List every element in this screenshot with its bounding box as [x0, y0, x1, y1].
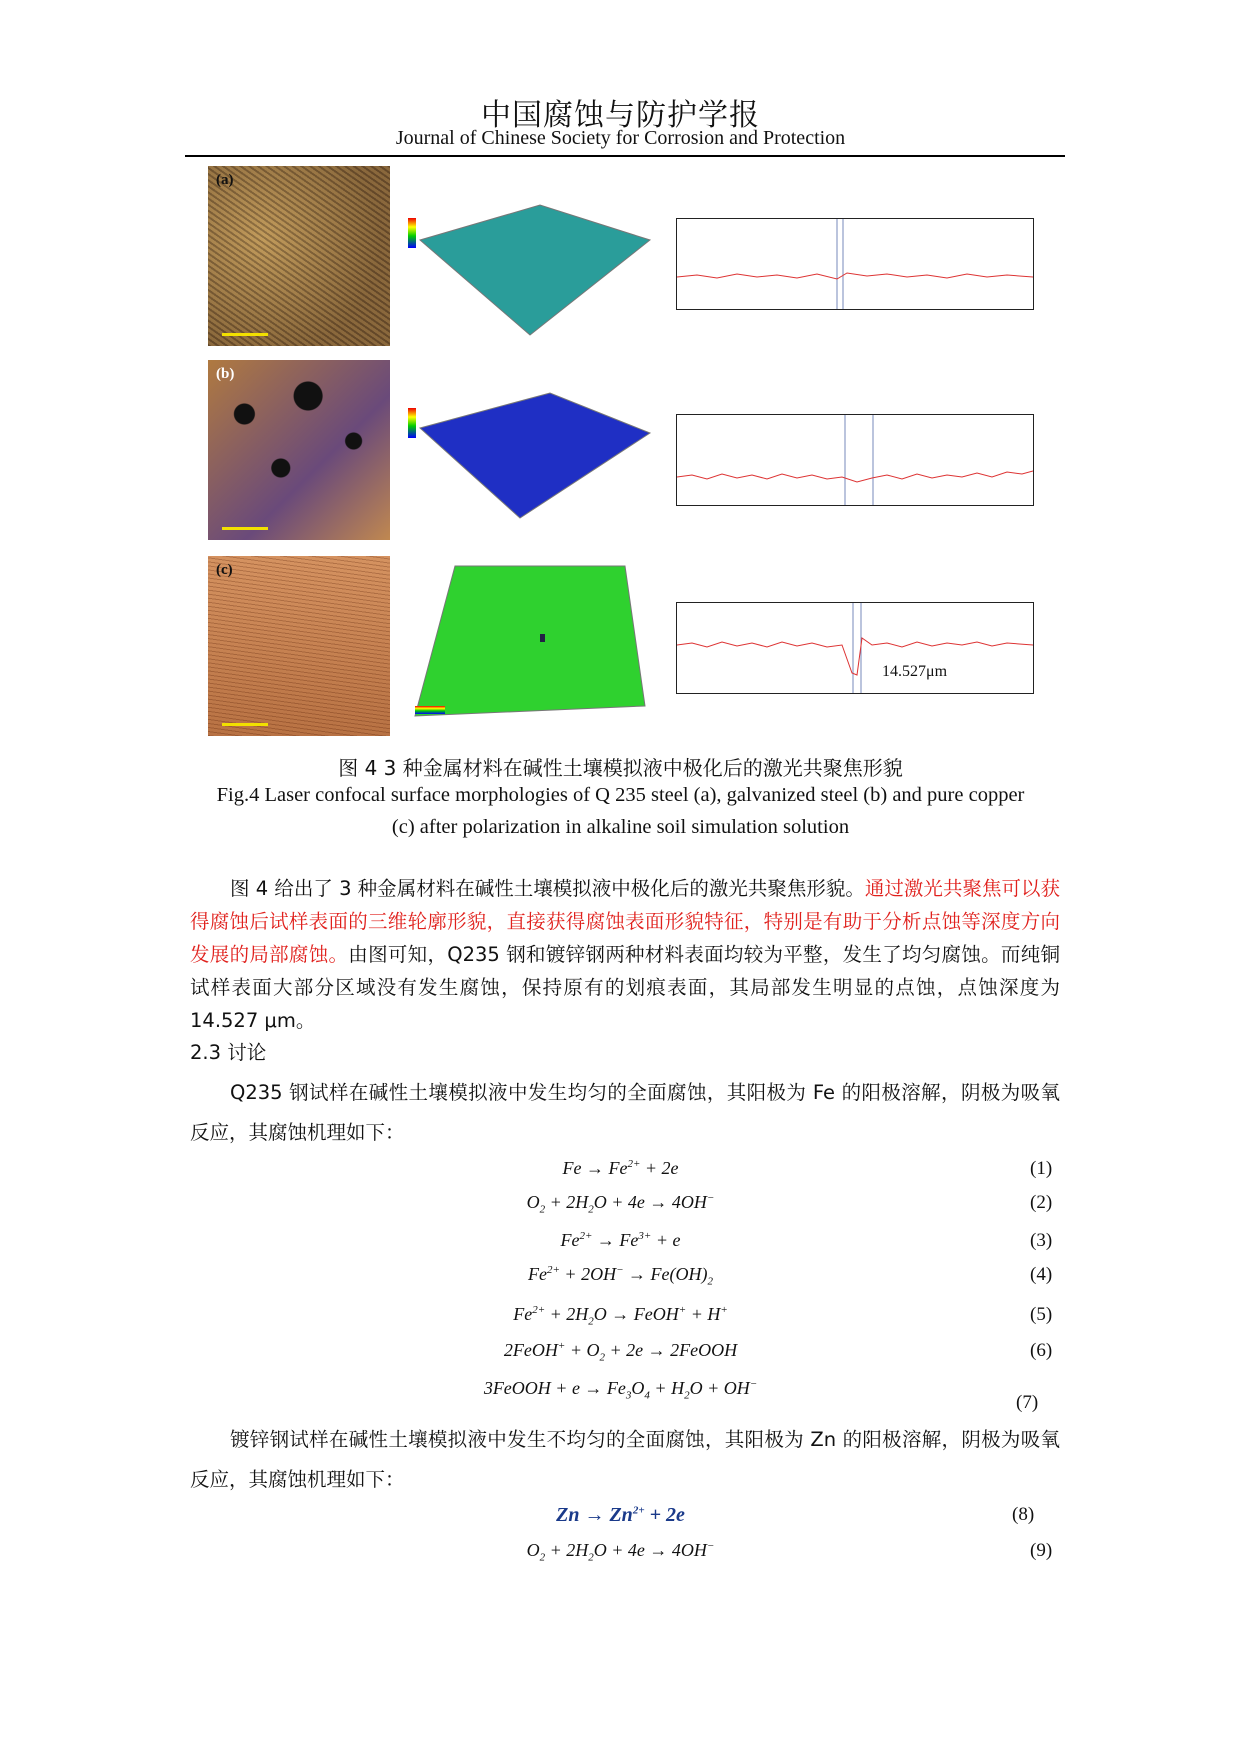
equation-6: 2FeOH+ + $O_2 + 2e$ → 2FeOOH [503, 1340, 738, 1364]
paragraph-1 [190, 872, 1060, 1037]
journal-title-en: Journal of Chinese Society for Corrosion and Protection [395, 127, 846, 149]
para1-highlight: 通过激光共聚焦可以获得腐蚀后试样表面的三维轮廓形貌，直接获得腐蚀表面形貌特征，特别是有助于分析点蚀等深度方向发展的局部腐蚀。 [190, 877, 1060, 966]
eq-number-6: (6) [1030, 1340, 1053, 1361]
eq-number-2: (2) [1030, 1192, 1053, 1213]
journal-title-cn: 中国腐蚀与防护学报 [481, 98, 760, 133]
paragraph-3: 镀锌钢试样在碱性土壤模拟液中发生不均匀的全面腐蚀，其阳极为 Zn 的阳极溶解，阴极为吸氧反应，其腐蚀机理如下： [190, 1428, 1060, 1491]
surface-3d-b [400, 388, 660, 528]
profile-plot-b [676, 414, 1034, 506]
panel-label-a: (a) [216, 172, 234, 188]
panel-label-b: (b) [216, 366, 235, 382]
paragraph-2: Q235 钢试样在碱性土壤模拟液中发生均匀的全面腐蚀，其阳极为 Fe 的阳极溶解，阴极为吸氧反应，其腐蚀机理如下： [190, 1081, 1060, 1144]
scale-bar-a [222, 333, 268, 336]
scale-bar-c [222, 723, 268, 726]
section-heading-2-3: 2.3 讨论 [190, 1041, 267, 1064]
para1-end: 由图可知，Q235 钢和镀锌钢两种材料表面均较为平整，发生了均匀腐蚀。而纯铜试样表面大部分区域没有发生腐蚀，保持原有的划痕表面，其局部发生明显的点蚀，点蚀深度为 14.527 μm。 [190, 943, 1060, 1032]
profile-plot-a [676, 218, 1034, 310]
micrograph-b [208, 360, 390, 540]
figure-caption-en-line1: Fig.4 Laser confocal surface morphologies of Q 235 steel (a), galvanized steel (b) and pure copper [216, 784, 1025, 806]
equation-2: $O_2 + 2H_2O + 4e \to 4OH^-$ [526, 1192, 715, 1216]
equation-1: $Fe \to Fe^{2+} + 2e$ [562, 1158, 679, 1178]
equation-8: $Zn \to Zn^{2+} + 2e$ [556, 1504, 685, 1526]
surface-3d-a [400, 200, 660, 340]
header-rule [185, 155, 1065, 157]
equation-9: $O_2 + 2H_2O + 4e \to 4OH^-$ [526, 1540, 715, 1564]
equation-4: $Fe^{2+} + 2OH^- \to Fe(OH)_2$ [528, 1264, 713, 1288]
micrograph-a [208, 166, 390, 346]
panel-label-c: (c) [216, 562, 233, 578]
equation-3: $Fe^{2+} \to Fe^{3+} + e$ [560, 1230, 681, 1250]
equation-7: 3FeOOH + $e \to Fe_3O_4 + H_2O + OH^-$ [483, 1378, 758, 1402]
eq-number-4: (4) [1030, 1264, 1053, 1285]
eq-number-5: (5) [1030, 1304, 1053, 1325]
equation-5: $Fe^{2+} + 2H_2O$ → FeOH+ + H+ [513, 1304, 728, 1328]
scale-bar-b [222, 527, 268, 530]
eq-number-1: (1) [1030, 1158, 1053, 1179]
eq-number-8: (8) [1012, 1504, 1035, 1525]
micrograph-c [208, 556, 390, 736]
surface-3d-c [405, 556, 655, 726]
eq-number-7: (7) [1016, 1392, 1039, 1413]
eq-number-9: (9) [1030, 1540, 1053, 1561]
figure-caption-cn: 图 4 3 种金属材料在碱性土壤模拟液中极化后的激光共聚焦形貌 [338, 756, 903, 780]
eq-number-3: (3) [1030, 1230, 1053, 1251]
para1-start: 图 4 给出了 3 种金属材料在碱性土壤模拟液中极化后的激光共聚焦形貌。 [230, 877, 865, 900]
profile-plot-c [676, 602, 1034, 694]
figure-caption-en-line2: (c) after polarization in alkaline soil simulation solution [391, 816, 850, 838]
depth-annotation: 14.527μm [882, 663, 948, 680]
